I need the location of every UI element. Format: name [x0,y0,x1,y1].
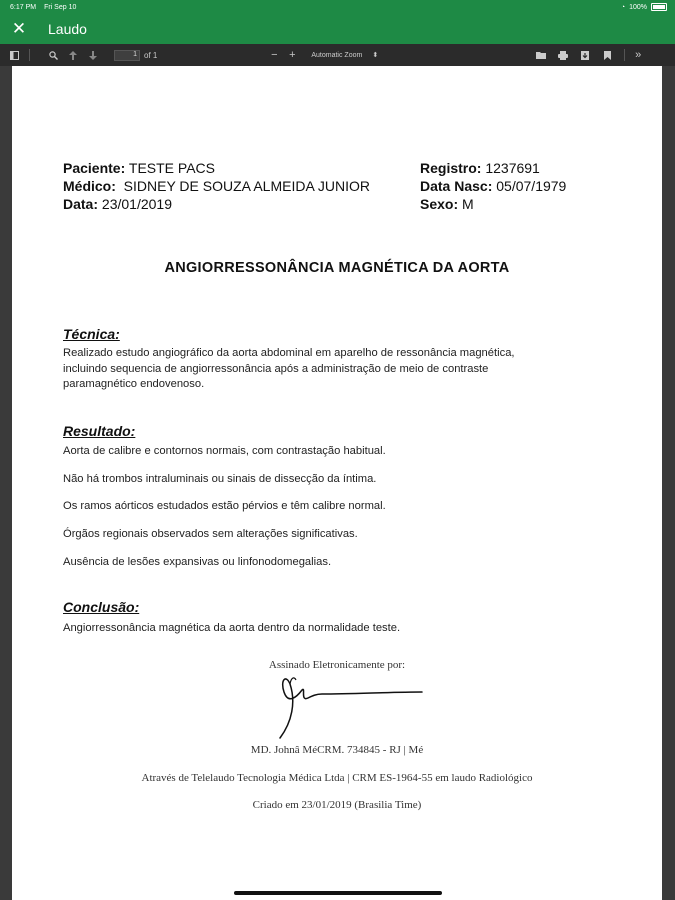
app-title: Laudo [48,21,87,37]
report-document [12,66,662,900]
resultado-line: Órgãos regionais observados sem alterações significativas. [63,528,358,540]
created-text: Criado em 23/01/2019 (Brasilia Time) [252,799,422,811]
more-tools-icon[interactable]: » [635,49,642,61]
resultado-heading: Resultado: [63,423,136,439]
battery-percent: 100% [629,3,647,11]
registro-value: 1237691 [485,160,540,176]
paciente-label: Paciente: [63,160,126,176]
page-total: of 1 [144,50,158,60]
scrollbar-track[interactable] [664,66,674,900]
bookmark-icon[interactable] [600,48,614,62]
close-icon[interactable]: ✕ [11,19,27,38]
pdf-toolbar [0,44,675,66]
sexo-label: Sexo: [420,196,459,212]
patient-info [63,159,370,213]
download-icon[interactable] [578,48,592,62]
conclusao-heading: Conclusão: [63,599,140,615]
sexo-value: M [462,196,474,212]
toolbar-divider [624,49,625,61]
resultado-line: Não há trombos intraluminais ou sinais de dissecção da íntima. [63,473,377,485]
tecnica-text [63,346,603,393]
print-icon[interactable] [556,48,570,62]
status-bar [0,0,675,14]
nasc-value: 05/07/1979 [496,178,567,194]
tecnica-line: Realizado estudo angiográfico da aorta abdominal em aparelho de ressonância magnética, [63,347,515,359]
page-number-input[interactable]: 1 [114,50,140,61]
signature-image [272,672,442,742]
zoom-select[interactable] [305,49,384,61]
wifi-icon: ◔ [620,3,626,11]
data-label: Data: [63,196,99,212]
tecnica-heading: Técnica: [63,326,120,342]
tecnica-line: incluindo sequencia de angiorressonância após a administração de meio de contraste [63,362,489,375]
home-indicator[interactable] [234,891,442,895]
status-right [621,3,667,11]
zoom-select-value: Automatic Zoom [311,51,363,59]
toolbar-divider [29,49,30,61]
zoom-in-button[interactable]: + [289,49,296,61]
previous-page-icon[interactable] [66,48,80,62]
resultado-line: Ausência de lesões expansivas ou linfonodomegalias. [63,556,332,568]
via-text: Através de Telelaudo Tecnologia Médica Ltda | CRM ES-1964-55 em laudo Radiológico [141,772,533,784]
signed-by-text: Assinado Eletronicamente por: [268,659,406,671]
conclusao-text: Angiorressonância magnética da aorta dentro da normalidade teste. [63,622,401,634]
status-date: Fri Sep 10 [44,3,77,11]
search-icon[interactable] [46,48,60,62]
app-bar [0,14,675,44]
registry-info [420,159,566,213]
report-title: ANGIORRESSONÂNCIA MAGNÉTICA DA AORTA [164,260,510,276]
registro-label: Registro: [420,160,482,176]
open-file-icon[interactable] [534,48,548,62]
resultado-line: Aorta de calibre e contornos normais, com contrastação habitual. [63,445,386,457]
resultado-line: Os ramos aórticos estudados estão pérvios e têm calibre normal. [63,500,386,512]
chevron-down-icon: ⬍ [372,52,379,59]
next-page-icon[interactable] [86,48,100,62]
tecnica-line: paramagnético endovenoso. [63,378,205,390]
nasc-label: Data Nasc: [420,178,493,194]
sidebar-toggle-icon[interactable] [7,48,21,62]
paciente-value: TESTE PACS [128,160,215,176]
doctor-signature-text: MD. Johnâ MéCRM. 734845 - RJ | Mé [250,744,424,756]
pdf-page [12,66,662,900]
zoom-out-button[interactable]: − [271,49,278,61]
medico-label: Médico: [63,178,116,194]
battery-icon [651,3,667,11]
data-value: 23/01/2019 [101,196,172,212]
medico-value: SIDNEY DE SOUZA ALMEIDA JUNIOR [123,178,371,194]
status-time: 6:17 PM [10,3,37,11]
